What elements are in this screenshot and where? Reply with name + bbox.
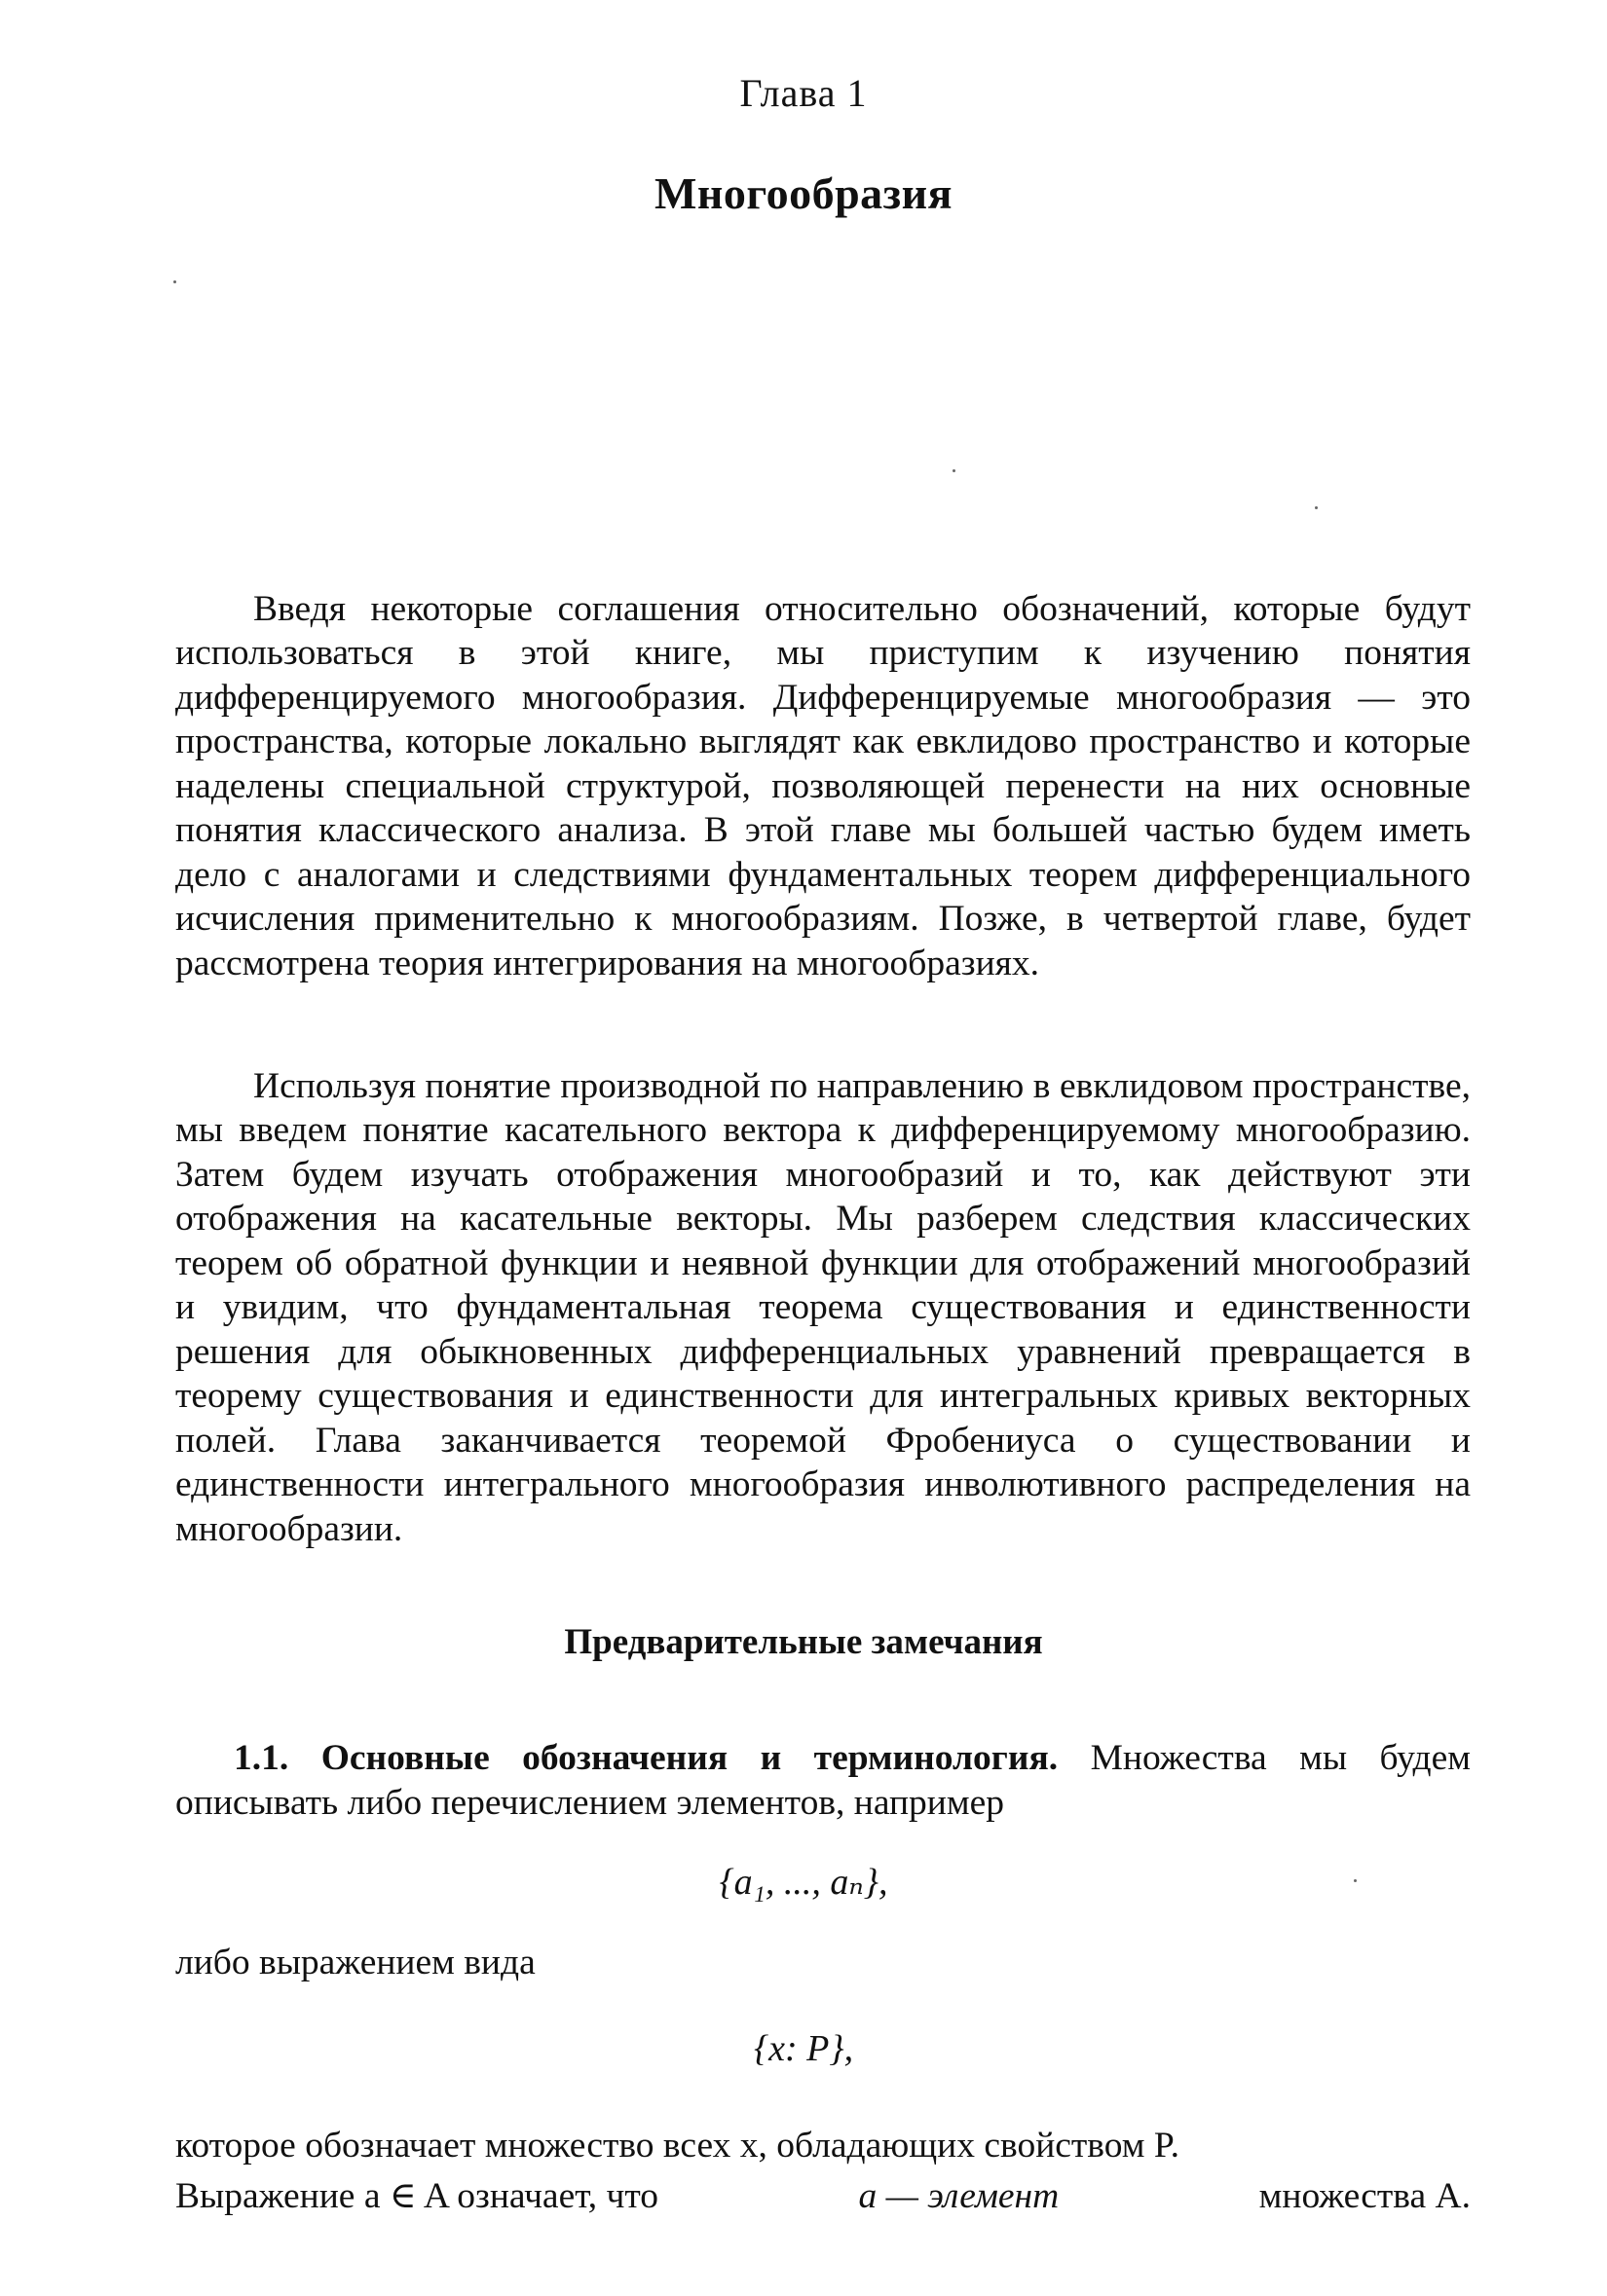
formula-predicate: {x: P}, xyxy=(753,2028,854,2069)
section-heading: Предварительные замечания xyxy=(564,1622,1043,1662)
closing-line-2a: Выражение a ∈ A означает, что xyxy=(175,2176,659,2216)
scan-speck xyxy=(173,280,176,283)
chapter-title: Многообразия xyxy=(654,168,953,218)
subsection-paragraph xyxy=(175,1736,1471,1826)
subsection-title: Основные обозначения и терминология. xyxy=(320,1737,1059,1778)
intro-paragraph-1: Введя некоторые соглашения относительно обозначений, которые будут использоваться в этой книге, мы приступим к изучению понятия дифференцируемого многообразия. Дифференцируемые многообразия — это пространства, которые локально выглядят как евклидово пространство и которые наделены специальной структурой, позволяющей перенести на них основные понятия классического анализа. В этой главе мы большей частью будем иметь дело с аналогами и следствиями фундаментальных теорем дифференциального исчисления применительно к многообразиям. Позже, в четвертой главе, будет рассмотрена теория интегрирования на многообразиях. xyxy=(175,588,1471,983)
element-definition: a — элемент xyxy=(858,2176,1060,2216)
scan-speck xyxy=(953,469,955,472)
closing-text xyxy=(175,2121,1471,2222)
intro-paragraph-2: Используя понятие производной по направлению в евклидовом пространстве, мы введем понятие касательного вектора к дифференцируемому многообразию. Затем будем изучать отображения многообразий и то, как действуют эти отображения на касательные векторы. Мы разберем следствия классических теорем об обратной функции и неявной функции для отображений многообразий и увидим, что фундаментальная теорема существования и единственности решения для обыкновенных дифференциальных уравнений превращается в теорему существования и единственности для интегральных кривых векторных полей. Глава заканчивается теоремой Фробениуса о существовании и единственности интегрального многообразия инволютивного распределения на многообразии. xyxy=(175,1065,1471,1549)
subsection-text: Множества мы будем описывать либо перечислением элементов, например xyxy=(175,1737,1471,1823)
chapter-label: Глава 1 xyxy=(739,71,868,115)
closing-line-1: которое обозначает множество всех x, обладающих свойством P. xyxy=(175,2126,1179,2166)
closing-line-2 xyxy=(175,2171,1471,2222)
subsection-number: 1.1. xyxy=(234,1737,289,1778)
either-line: либо выражением вида xyxy=(175,1943,536,1982)
closing-line-2c: множества A. xyxy=(1258,2176,1471,2216)
scan-speck xyxy=(1315,506,1318,509)
formula-enumeration: {a₁, ..., aₙ}, xyxy=(719,1862,888,1903)
